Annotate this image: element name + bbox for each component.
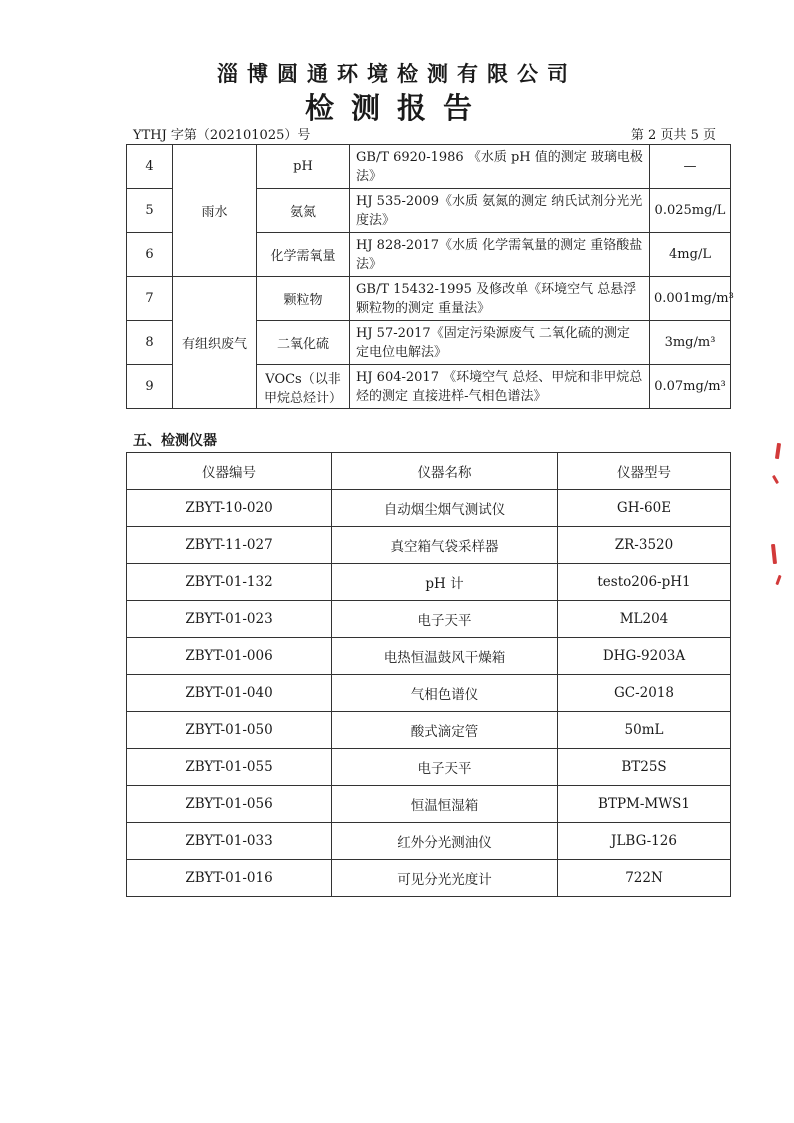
- instrument-id: ZBYT-01-132: [127, 564, 332, 601]
- column-header: 仪器编号: [127, 453, 332, 490]
- limit-cell: 4mg/L: [650, 233, 731, 277]
- table-header-row: [127, 453, 731, 490]
- item-cell: 颗粒物: [257, 277, 350, 321]
- standard-cell: HJ 604-2017 《环境空气 总烃、甲烷和非甲烷总烃的测定 直接进样-气相色谱法》: [350, 365, 650, 409]
- instrument-name: 红外分光测油仪: [332, 823, 558, 860]
- table-row: [127, 564, 731, 601]
- instrument-model: ZR-3520: [558, 527, 731, 564]
- standard-cell: HJ 828-2017《水质 化学需氧量的测定 重铬酸盐法》: [350, 233, 650, 277]
- limit-cell: 0.001mg/m³: [650, 277, 731, 321]
- column-header: 仪器名称: [332, 453, 558, 490]
- table-row: [127, 145, 731, 189]
- category-cell: 有组织废气: [173, 277, 257, 409]
- item-cell: 氨氮: [257, 189, 350, 233]
- instrument-name: 电子天平: [332, 749, 558, 786]
- instrument-name: pH 计: [332, 564, 558, 601]
- instrument-id: ZBYT-11-027: [127, 527, 332, 564]
- table-row: [127, 601, 731, 638]
- table-row: [127, 490, 731, 527]
- table-row: [127, 712, 731, 749]
- item-cell: 二氧化硫: [257, 321, 350, 365]
- instrument-model: ML204: [558, 601, 731, 638]
- report-title: 检测报告: [304, 91, 489, 125]
- instrument-model: JLBG-126: [558, 823, 731, 860]
- instrument-name: 真空箱气袋采样器: [332, 527, 558, 564]
- method-table: [126, 144, 734, 409]
- section-title-instruments: 五、检测仪器: [133, 433, 217, 449]
- instrument-name: 恒温恒湿箱: [332, 786, 558, 823]
- instrument-id: ZBYT-01-023: [127, 601, 332, 638]
- row-number: 8: [127, 321, 173, 365]
- page-number: 第 2 页共 5 页: [630, 128, 716, 143]
- limit-cell: 0.025mg/L: [650, 189, 731, 233]
- table-row: [127, 749, 731, 786]
- instrument-id: ZBYT-01-056: [127, 786, 332, 823]
- item-cell: 化学需氧量: [257, 233, 350, 277]
- row-number: 9: [127, 365, 173, 409]
- seal-mark: [772, 475, 779, 484]
- instrument-model: 50mL: [558, 712, 731, 749]
- instrument-model: DHG-9203A: [558, 638, 731, 675]
- table-row: [127, 527, 731, 564]
- standard-cell: HJ 535-2009《水质 氨氮的测定 纳氏试剂分光光度法》: [350, 189, 650, 233]
- company-name: 淄博圆通环境检测有限公司: [217, 61, 577, 86]
- instrument-name: 自动烟尘烟气测试仪: [332, 490, 558, 527]
- row-number: 4: [127, 145, 173, 189]
- instrument-id: ZBYT-10-020: [127, 490, 332, 527]
- category-cell: 雨水: [173, 145, 257, 277]
- instrument-model: testo206-pH1: [558, 564, 731, 601]
- instrument-name: 电热恒温鼓风干燥箱: [332, 638, 558, 675]
- instrument-id: ZBYT-01-055: [127, 749, 332, 786]
- instrument-name: 可见分光光度计: [332, 860, 558, 897]
- document-number: YTHJ 字第（202101025）号: [133, 128, 311, 143]
- limit-cell: 0.07mg/m³: [650, 365, 731, 409]
- instrument-name: 电子天平: [332, 601, 558, 638]
- instrument-id: ZBYT-01-050: [127, 712, 332, 749]
- instrument-id: ZBYT-01-016: [127, 860, 332, 897]
- seal-mark: [775, 443, 781, 459]
- table-row: [127, 823, 731, 860]
- table-row: [127, 638, 731, 675]
- column-header: 仪器型号: [558, 453, 731, 490]
- instrument-model: 722N: [558, 860, 731, 897]
- instrument-id: ZBYT-01-040: [127, 675, 332, 712]
- instrument-model: GH-60E: [558, 490, 731, 527]
- instrument-name: 气相色谱仪: [332, 675, 558, 712]
- standard-cell: GB/T 6920-1986 《水质 pH 值的测定 玻璃电极法》: [350, 145, 650, 189]
- instrument-id: ZBYT-01-006: [127, 638, 332, 675]
- item-cell: VOCs（以非甲烷总烃计）: [257, 365, 350, 409]
- limit-cell: 3mg/m³: [650, 321, 731, 365]
- instrument-table: [126, 452, 731, 897]
- standard-cell: HJ 57-2017《固定污染源废气 二氧化硫的测定 定电位电解法》: [350, 321, 650, 365]
- table-row: [127, 786, 731, 823]
- instrument-model: BTPM-MWS1: [558, 786, 731, 823]
- item-cell: pH: [257, 145, 350, 189]
- table-row: [127, 277, 731, 321]
- row-number: 5: [127, 189, 173, 233]
- table-row: [127, 675, 731, 712]
- limit-cell: —: [650, 145, 731, 189]
- standard-cell: GB/T 15432-1995 及修改单《环境空气 总悬浮颗粒物的测定 重量法》: [350, 277, 650, 321]
- instrument-model: GC-2018: [558, 675, 731, 712]
- table-row: [127, 860, 731, 897]
- row-number: 6: [127, 233, 173, 277]
- instrument-id: ZBYT-01-033: [127, 823, 332, 860]
- instrument-model: BT25S: [558, 749, 731, 786]
- seal-mark: [771, 544, 777, 564]
- instrument-name: 酸式滴定管: [332, 712, 558, 749]
- row-number: 7: [127, 277, 173, 321]
- seal-mark: [775, 575, 781, 585]
